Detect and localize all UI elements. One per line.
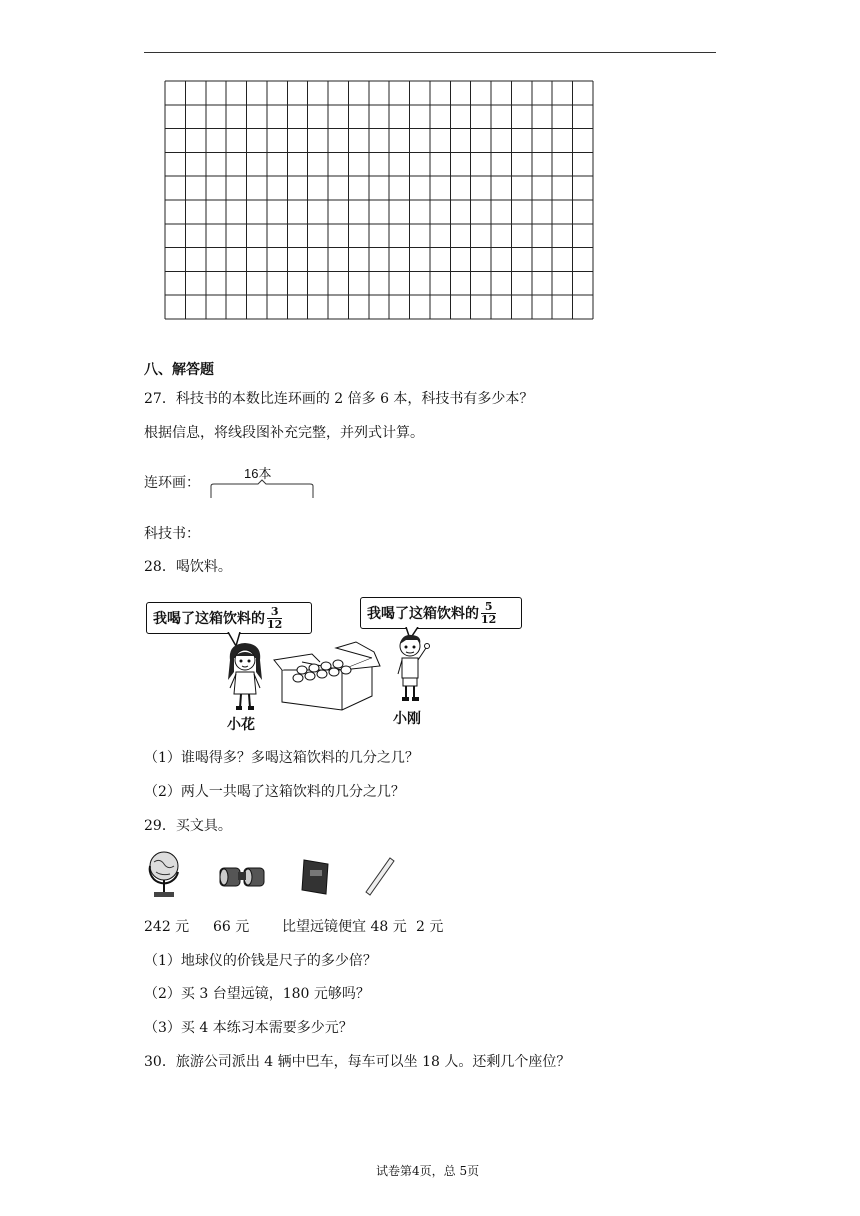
globe-icon xyxy=(146,846,182,900)
grid-paper xyxy=(164,80,596,320)
binoculars-icon xyxy=(216,862,268,892)
bottle xyxy=(297,666,307,674)
fraction xyxy=(481,601,496,626)
bottle xyxy=(293,674,303,682)
question-27-instruction: 根据信息，将线段图补充完整，并列式计算。 xyxy=(144,425,424,441)
section-title: 八、解答题 xyxy=(144,362,214,378)
speech-bubble-xiaogang xyxy=(360,597,522,629)
price-ruler: 2 元 xyxy=(416,919,444,935)
header-rule xyxy=(144,52,716,53)
bottle xyxy=(317,670,327,678)
bubble-text: 我喝了这箱饮料的 xyxy=(153,611,265,627)
bottle xyxy=(329,668,339,676)
page-footer: 试卷第4页，总 5页 xyxy=(376,1164,480,1178)
question-29-sub1: （1）地球仪的价钱是尺子的多少倍？ xyxy=(144,953,377,969)
price-notebook: 比望远镜便宜 48 元 xyxy=(282,919,407,935)
bottle xyxy=(333,660,343,668)
question-28-sub2: （2）两人一共喝了这箱饮料的几分之几？ xyxy=(144,784,405,800)
fraction xyxy=(267,606,282,631)
bottle xyxy=(341,666,351,674)
fraction-numerator: 3 xyxy=(267,606,282,619)
fraction-denominator: 12 xyxy=(267,617,283,631)
bottle xyxy=(321,662,331,670)
name-xiaohua: 小花 xyxy=(227,717,255,733)
girl-xiaohua-illustration xyxy=(222,640,268,712)
question-29-sub2: （2）买 3 台望远镜，180 元够吗？ xyxy=(144,986,370,1002)
price-binoculars: 66 元 xyxy=(213,919,250,935)
question-28-sub1: （1）谁喝得多？多喝这箱饮料的几分之几？ xyxy=(144,750,419,766)
speech-bubble-xiaohua xyxy=(146,602,312,634)
question-27: 27．科技书的本数比连环画的 2 倍多 6 本，科技书有多少本？ xyxy=(144,391,534,407)
notebook-icon xyxy=(298,856,332,896)
price-globe: 242 元 xyxy=(144,919,190,935)
name-xiaogang: 小刚 xyxy=(393,711,421,727)
question-28: 28．喝饮料。 xyxy=(144,559,232,575)
question-29-sub3: （3）买 4 本练习本需要多少元？ xyxy=(144,1020,353,1036)
drink-box-illustration xyxy=(272,640,384,712)
question-30: 30．旅游公司派出 4 辆中巴车，每车可以坐 18 人。还剩几个座位？ xyxy=(144,1054,571,1070)
bottle xyxy=(309,664,319,672)
line-segment-comics xyxy=(208,478,316,502)
bottle xyxy=(305,672,315,680)
bubble-text: 我喝了这箱饮料的 xyxy=(367,606,479,622)
boy-xiaogang-illustration xyxy=(392,632,432,706)
fraction-denominator: 12 xyxy=(481,612,497,626)
brace-label: 16本 xyxy=(244,466,272,481)
fraction-numerator: 5 xyxy=(481,601,496,614)
label-science: 科技书： xyxy=(144,526,200,542)
ruler-icon xyxy=(362,854,398,898)
label-comics: 连环画： xyxy=(144,475,200,491)
question-29: 29．买文具。 xyxy=(144,818,232,834)
